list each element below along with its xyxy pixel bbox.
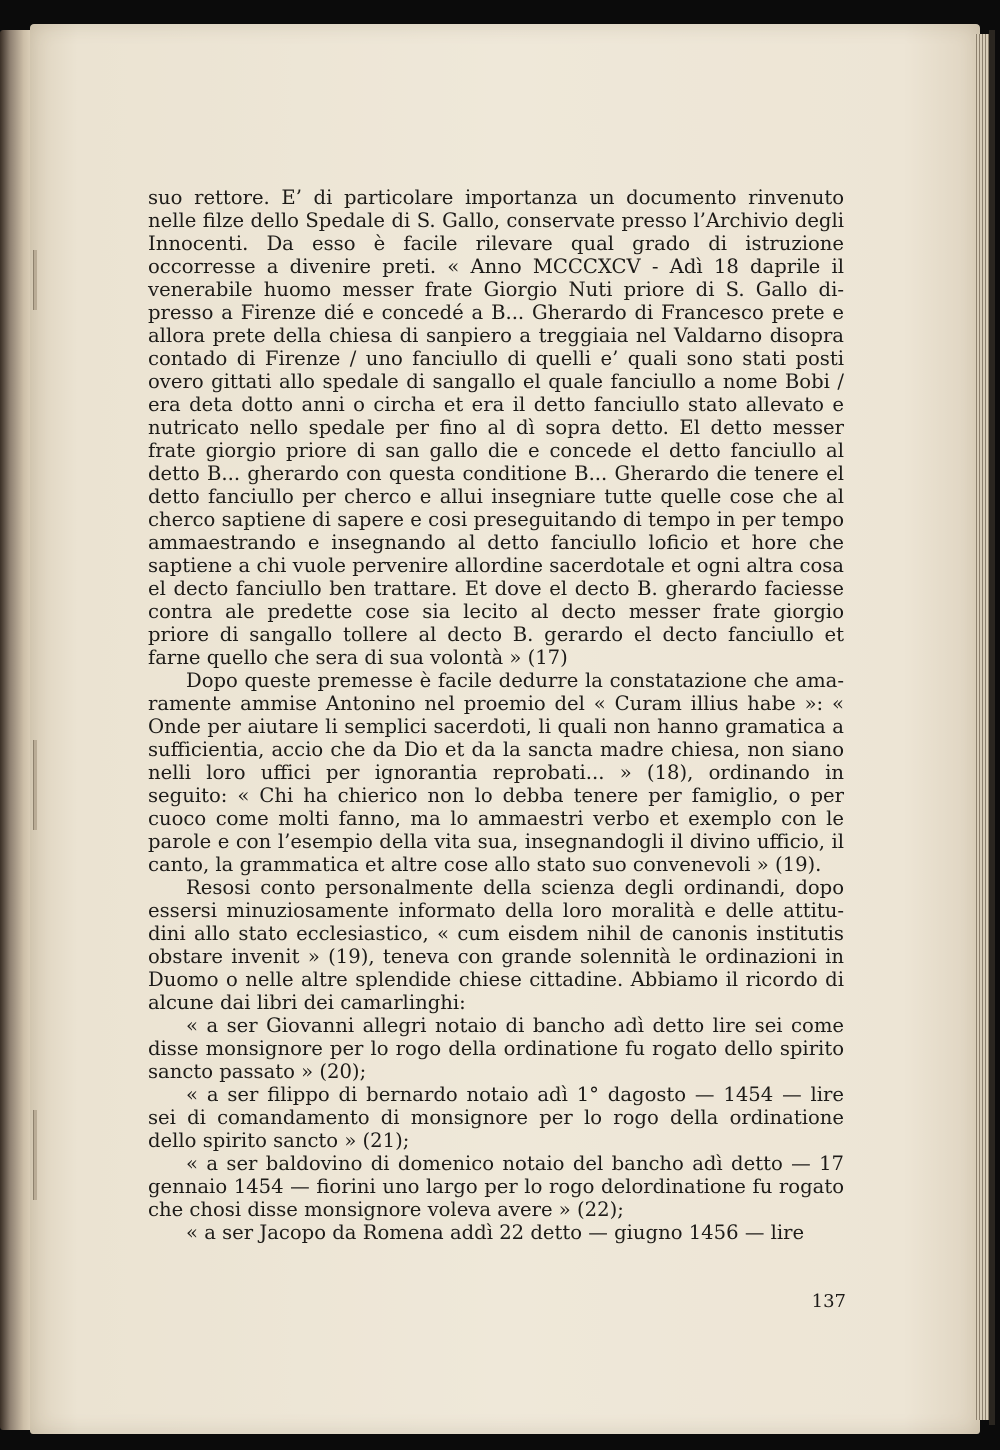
paragraph: suo rettore. E’ di particolare importanza un documento rinvenuto nelle filze dello Spedale di S. Gallo, conservate presso l’Archivio degli Innocenti. Da esso è facile rilevare qual grado di istruzione occorresse a divenire preti. « Anno MCCCXCV - Adì 18 daprile il venerabile huomo messer frate Giorgio Nuti priore di S. Gallo dipresso a Firenze dié e concedé a B... Gherardo di Francesco prete e allora prete della chiesa di sanpiero a treggiaia nel Valdarno disopra contado di Firenze / uno fanciullo di quelli e’ quali sono stati posti overo gittati allo spedale di sangallo el quale fanciullo a nome Bobi / era deta dotto anni o circha et era il detto fanciullo stato allevato e nutricato nello spedale per fino al dì sopra detto. El detto messer frate giorgio priore di san gallo die e concede el detto fanciullo al detto B... gherardo con questa conditione B... Gherardo die tenere el detto fanciullo per cherco e allui insegniare tutte quelle cose che al cherco saptiene di sapere e cosi preseguitando di tempo in per tempo ammaestrando e insegnando al detto fanciullo loficio et hore che saptiene a chi vuole pervenire allordine sacerdotale et ogni altra cosa el decto fanciullo ben trattare. Et dove el decto B. gherardo faciesse contra ale predette cose sia lecito al decto messer frate giorgio priore di sangallo tollere al decto B. gerardo el decto fanciullo et farne quello che sera di sua volontà » (17) [148,186,844,669]
binding-stitch [33,250,37,310]
cover-edge [989,30,995,1425]
quotation: « a ser baldovino di domenico notaio del bancho adì detto — 17 gennaio 1454 — fiorini uno largo per lo rogo delordinatione fu rogato che chosi disse monsignore voleva avere » (22); [148,1152,844,1221]
page-number: 137 [811,1291,846,1312]
quotation: « a ser filippo di bernardo notaio adì 1° dagosto — 1454 — lire sei di comandamento di monsignore per lo rogo della ordinatione dello spirito sancto » (21); [148,1083,844,1152]
quotation: « a ser Jacopo da Romena addì 22 detto — giugno 1456 — lire [186,1221,805,1244]
body-text [148,186,844,1244]
paragraph: Resosi conto personalmente della scienza degli ordinandi, dopo essersi minuziosamente informato della loro moralità e delle attitudini allo stato ecclesiastico, « cum eisdem nihil de canonis institutis obstare invenit » (19), teneva con grande solennità le ordinazioni in Duomo o nelle altre splendide chiese cittadine. Abbiamo il ricordo di alcune dai libri dei camarlinghi: [148,876,844,1014]
book-spine [0,30,34,1430]
paragraph: Dopo queste premesse è facile dedurre la constatazione che amaramente ammise Antonino nel proemio del « Curam illius habe »: « Onde per aiutare li semplici sacerdoti, li quali non hanno gramatica a sufficientia, accio che da Dio et da la sancta madre chiesa, non siano nelli loro uffici per ignorantia reprobati... » (18), ordinando in seguito: « Chi ha chierico non lo debba tenere per famiglio, o per cuoco come molti fanno, ma lo ammaestri verbo et exemplo con le parole e con l’esempio della vita sua, insegnandogli il divino ufficio, il canto, la grammatica et altre cose allo stato suo convenevoli » (19). [148,669,844,876]
quotation: « a ser Giovanni allegri notaio di bancho adì detto lire sei come disse monsignore per lo rogo della ordinatione fu rogato dello spirito sancto passato » (20); [148,1014,844,1083]
binding-stitch [33,740,37,830]
binding-stitch [33,1110,37,1200]
page-edges [974,34,990,1420]
